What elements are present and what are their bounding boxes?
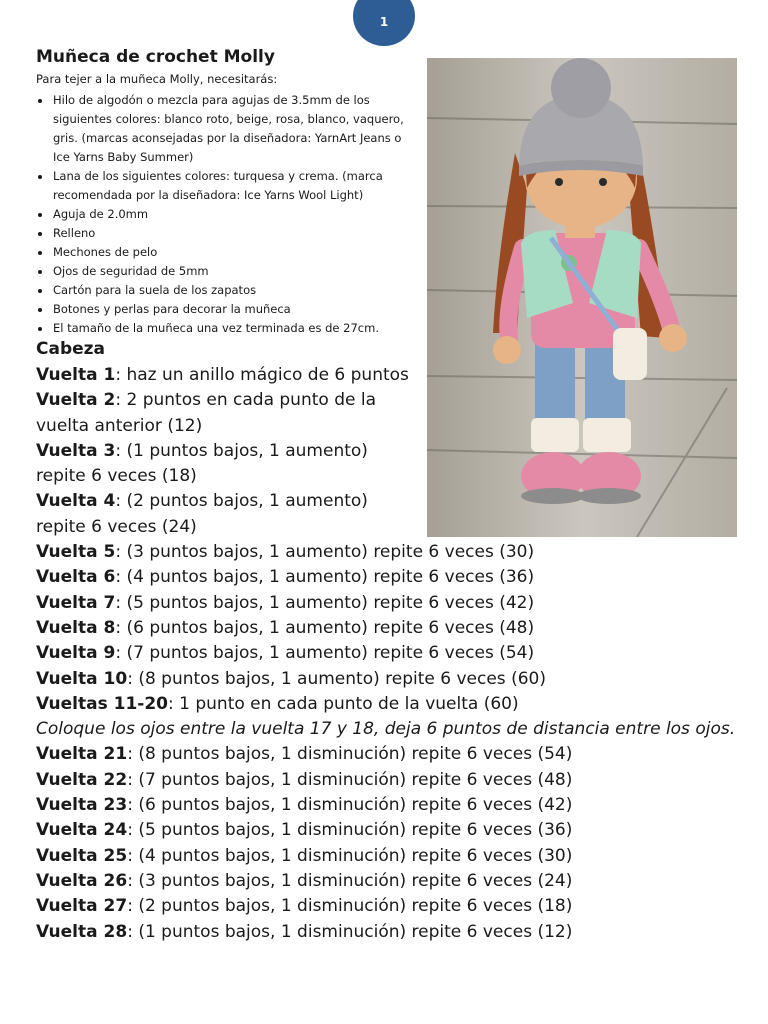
round-text: : (2 puntos bajos, 1 disminución) repite 6 veces (18)	[127, 896, 573, 917]
round-row	[36, 540, 756, 565]
page-title: Muñeca de crochet Molly	[36, 47, 275, 67]
round-row	[36, 768, 756, 793]
round-row	[36, 869, 756, 894]
round-label: Vuelta 9	[36, 643, 116, 664]
round-row	[36, 616, 756, 641]
list-item: Cartón para la suela de los zapatos	[36, 281, 420, 300]
round-label: Vuelta 23	[36, 795, 128, 816]
round-row	[36, 844, 756, 869]
round-row	[36, 439, 420, 490]
round-text: : (8 puntos bajos, 1 aumento) repite 6 veces (60)	[127, 668, 546, 689]
page-number: 1	[379, 15, 389, 29]
round-text: : (2 puntos bajos, 1 aumento) repite 6 veces (24)	[36, 491, 368, 537]
round-label: Vuelta 7	[36, 592, 116, 613]
round-label: Vuelta 24	[36, 820, 128, 841]
list-item: Ojos de seguridad de 5mm	[36, 262, 420, 281]
round-text: : haz un anillo mágico de 6 puntos	[115, 365, 409, 385]
round-text: : (4 puntos bajos, 1 disminución) repite 6 veces (30)	[127, 845, 573, 866]
round-row	[36, 565, 756, 590]
doll-photo	[427, 58, 737, 537]
round-row	[36, 489, 420, 540]
list-item: Lana de los siguientes colores: turquesa y crema. (marca recomendada por la diseñadora: Ice Yarns Wool Light)	[36, 167, 420, 205]
round-label: Vuelta 5	[36, 542, 116, 563]
round-label: Vueltas 11-20	[36, 693, 169, 714]
round-label: Vuelta 4	[36, 491, 116, 512]
round-row	[36, 388, 420, 439]
pompom-icon	[551, 58, 611, 118]
round-row	[36, 920, 756, 945]
round-row	[36, 667, 756, 692]
list-item: Hilo de algodón o mezcla para agujas de 3.5mm de los siguientes colores: blanco roto, beige, rosa, blanco, vaquero, gris. (marcas aconsejadas por la diseñadora: YarnArt Jeans o Ice Yarns Baby Summer)	[36, 91, 420, 167]
round-text: : (6 puntos bajos, 1 aumento) repite 6 veces (48)	[115, 617, 535, 638]
round-label: Vuelta 26	[36, 870, 128, 891]
round-row	[36, 818, 756, 843]
round-text: : (5 puntos bajos, 1 disminución) repite 6 veces (36)	[127, 820, 573, 841]
round-text: : (7 puntos bajos, 1 aumento) repite 6 veces (54)	[115, 643, 535, 664]
list-item: Relleno	[36, 224, 420, 243]
round-label: Vuelta 21	[36, 744, 128, 765]
intro-text: Para tejer a la muñeca Molly, necesitarás:	[36, 72, 278, 86]
round-text: : (6 puntos bajos, 1 disminución) repite 6 veces (42)	[127, 795, 573, 816]
round-label: Vuelta 27	[36, 896, 128, 917]
round-label: Vuelta 28	[36, 921, 128, 942]
round-row	[36, 641, 756, 666]
round-label: Vuelta 6	[36, 567, 116, 588]
page-number-badge	[353, 0, 415, 46]
list-item: Aguja de 2.0mm	[36, 205, 420, 224]
round-row	[36, 591, 756, 616]
round-text: : (1 puntos bajos, 1 aumento) repite 6 veces (18)	[36, 440, 368, 487]
round-text: : (4 puntos bajos, 1 aumento) repite 6 veces (36)	[115, 567, 535, 588]
list-item: Mechones de pelo	[36, 243, 420, 262]
list-item: El tamaño de la muñeca una vez terminada es de 27cm.	[36, 319, 420, 338]
round-label: Vuelta 25	[36, 845, 128, 866]
round-label: Vuelta 10	[36, 668, 128, 689]
round-label: Vuelta 2	[36, 390, 116, 411]
round-label: Vuelta 3	[36, 440, 116, 461]
round-label: Vuelta 1	[36, 365, 116, 385]
round-text: : (1 puntos bajos, 1 disminución) repite 6 veces (12)	[127, 921, 573, 942]
round-row	[36, 742, 756, 767]
round-text: : (3 puntos bajos, 1 disminución) repite 6 veces (24)	[127, 870, 573, 891]
bag-icon	[613, 328, 647, 380]
eye-placement-note: Coloque los ojos entre la vuelta 17 y 18, deja 6 puntos de distancia entre los ojos.	[36, 719, 736, 740]
round-text: : (5 puntos bajos, 1 aumento) repite 6 veces (42)	[115, 592, 535, 613]
round-text: : (7 puntos bajos, 1 disminución) repite 6 veces (48)	[127, 769, 573, 790]
round-text: : 2 puntos en cada punto de la vuelta anterior (12)	[36, 390, 376, 436]
round-text: : (3 puntos bajos, 1 aumento) repite 6 veces (30)	[115, 542, 535, 563]
round-label: Vuelta 22	[36, 769, 128, 790]
round-text: : (8 puntos bajos, 1 disminución) repite 6 veces (54)	[127, 744, 573, 765]
round-text: : 1 punto en cada punto de la vuelta (60)	[168, 693, 519, 714]
round-label: Vuelta 8	[36, 617, 116, 638]
materials-list	[36, 91, 420, 338]
round-row	[36, 894, 756, 919]
list-item: Botones y perlas para decorar la muñeca	[36, 300, 420, 319]
round-row	[36, 793, 756, 818]
round-row	[36, 692, 756, 717]
section-heading: Cabeza	[36, 339, 106, 359]
